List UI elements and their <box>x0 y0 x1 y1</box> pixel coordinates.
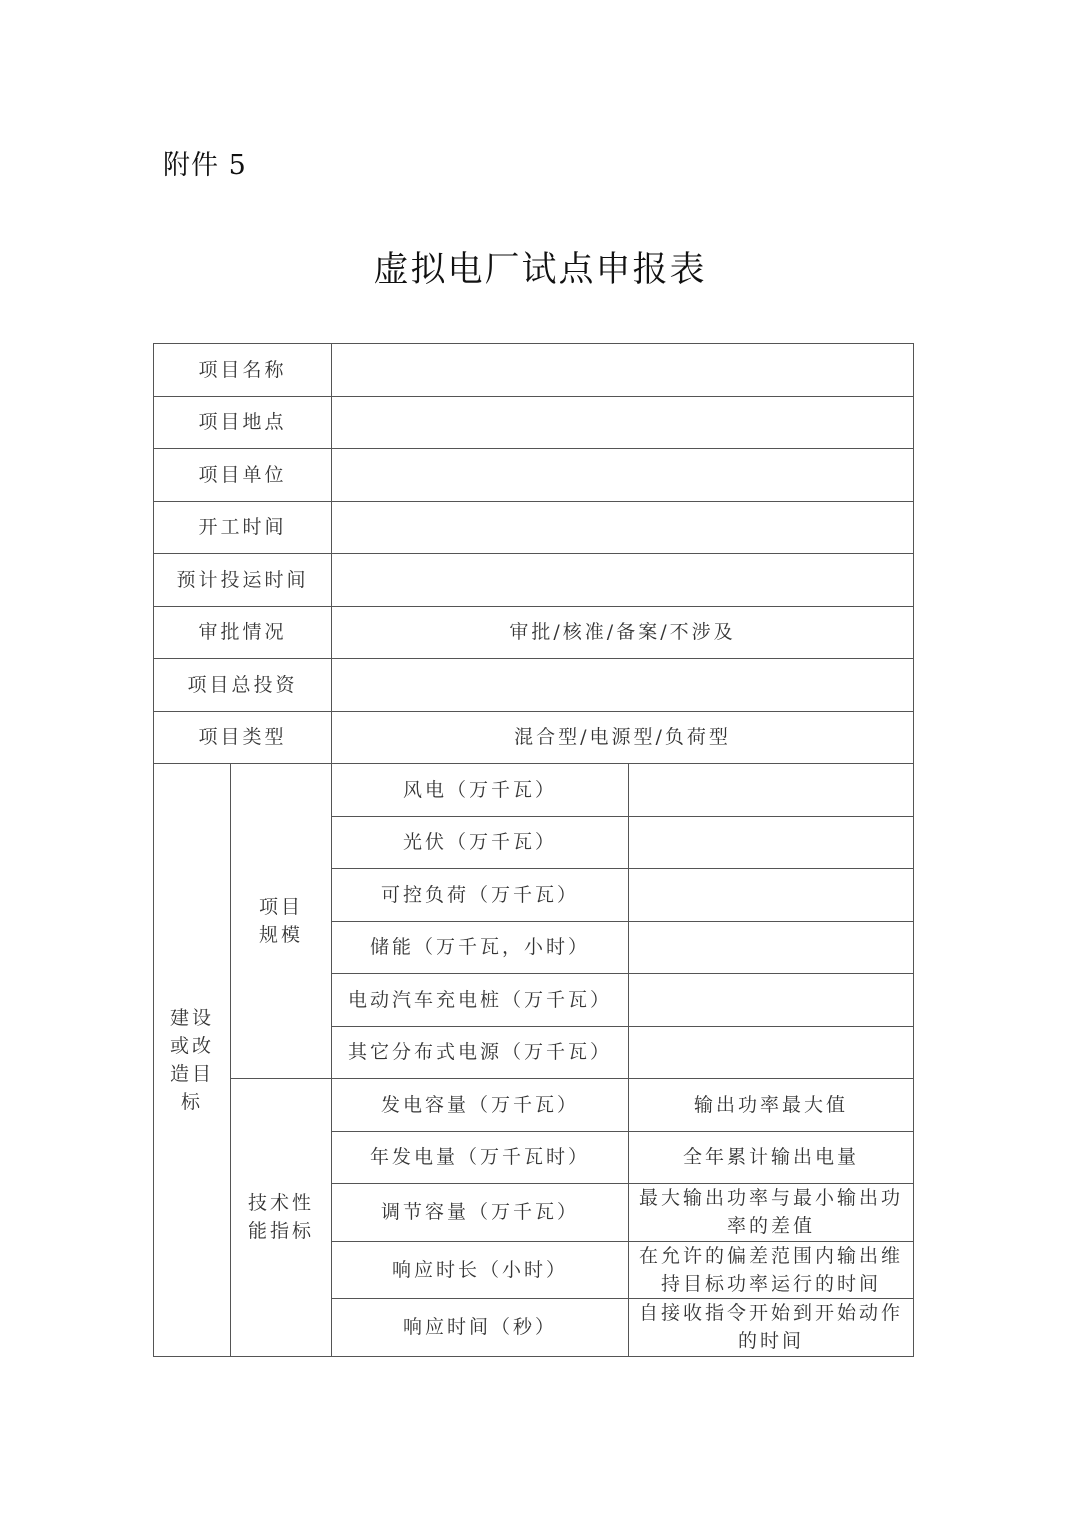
label-total-investment: 项目总投资 <box>154 659 332 712</box>
group-label-project-scale: 项目 规模 <box>231 764 332 1079</box>
label-project-unit: 项目单位 <box>154 449 332 502</box>
label-approval-status: 审批情况 <box>154 606 332 659</box>
field-project-name[interactable] <box>332 344 914 397</box>
label-response-time: 响应时间（秒） <box>332 1299 629 1357</box>
scale-row-wind <box>154 764 914 817</box>
label-controllable-load: 可控负荷（万千瓦） <box>332 869 629 922</box>
field-approval-status[interactable]: 审批/核准/备案/不涉及 <box>332 606 914 659</box>
form-row-start-time <box>154 501 914 554</box>
desc-response-duration: 在允许的偏差范围内输出维持目标功率运行的时间 <box>629 1241 914 1299</box>
field-photovoltaic[interactable] <box>629 816 914 869</box>
form-row-total-investment <box>154 659 914 712</box>
label-start-time: 开工时间 <box>154 501 332 554</box>
field-total-investment[interactable] <box>332 659 914 712</box>
form-row-project-type <box>154 711 914 764</box>
field-project-location[interactable] <box>332 396 914 449</box>
form-row-approval-status <box>154 606 914 659</box>
group-label-technical-indicators: 技术性 能指标 <box>231 1079 332 1357</box>
application-form-table <box>153 343 914 1357</box>
desc-generation-capacity: 输出功率最大值 <box>629 1079 914 1132</box>
label-project-location: 项目地点 <box>154 396 332 449</box>
label-energy-storage: 储能（万千瓦，小时） <box>332 921 629 974</box>
desc-response-time: 自接收指令开始到开始动作的时间 <box>629 1299 914 1357</box>
field-other-distributed-source[interactable] <box>629 1026 914 1079</box>
label-generation-capacity: 发电容量（万千瓦） <box>332 1079 629 1132</box>
form-row-expected-operation-time <box>154 554 914 607</box>
label-photovoltaic: 光伏（万千瓦） <box>332 816 629 869</box>
label-project-name: 项目名称 <box>154 344 332 397</box>
tech-row-generation-capacity <box>154 1079 914 1132</box>
field-project-unit[interactable] <box>332 449 914 502</box>
field-energy-storage[interactable] <box>629 921 914 974</box>
form-row-project-location <box>154 396 914 449</box>
label-annual-generation: 年发电量（万千瓦时） <box>332 1131 629 1184</box>
label-response-duration: 响应时长（小时） <box>332 1241 629 1299</box>
desc-regulation-capacity: 最大输出功率与最小输出功率的差值 <box>629 1184 914 1242</box>
form-row-project-unit <box>154 449 914 502</box>
label-expected-operation-time: 预计投运时间 <box>154 554 332 607</box>
label-ev-charging-pile: 电动汽车充电桩（万千瓦） <box>332 974 629 1027</box>
desc-annual-generation: 全年累计输出电量 <box>629 1131 914 1184</box>
attachment-label: 附件 5 <box>163 150 247 181</box>
field-ev-charging-pile[interactable] <box>629 974 914 1027</box>
page-title: 虚拟电厂试点申报表 <box>373 250 707 290</box>
field-project-type[interactable]: 混合型/电源型/负荷型 <box>332 711 914 764</box>
label-other-distributed-source: 其它分布式电源（万千瓦） <box>332 1026 629 1079</box>
field-controllable-load[interactable] <box>629 869 914 922</box>
form-row-project-name <box>154 344 914 397</box>
group-label-construction-target: 建设 或改 造目 标 <box>154 764 231 1357</box>
label-wind-power: 风电（万千瓦） <box>332 764 629 817</box>
field-expected-operation-time[interactable] <box>332 554 914 607</box>
field-wind-power[interactable] <box>629 764 914 817</box>
label-project-type: 项目类型 <box>154 711 332 764</box>
field-start-time[interactable] <box>332 501 914 554</box>
label-regulation-capacity: 调节容量（万千瓦） <box>332 1184 629 1242</box>
